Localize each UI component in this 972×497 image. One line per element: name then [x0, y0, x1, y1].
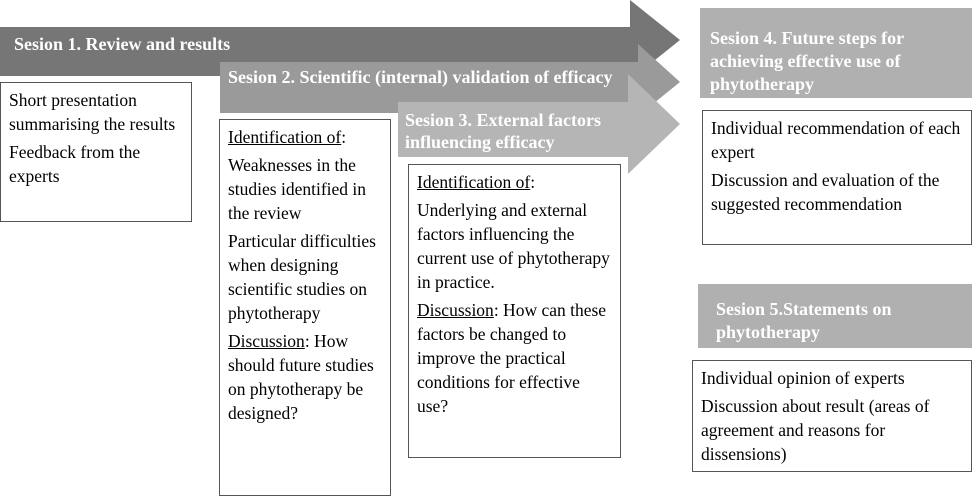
session3-discussion-text: : How can these factors be changed to improve the practical conditions for effective use?: [417, 300, 607, 416]
session2-item-2: Particular difficulties when designing scientific studies on phytotherapy: [228, 231, 376, 323]
session3-discussion-label: Discussion: [417, 300, 494, 320]
session5-item-2: Discussion about result (areas of agreement and reasons for dissensions): [701, 396, 930, 464]
session3-box: [408, 164, 621, 458]
session2-box: [219, 119, 391, 496]
session2-identification-suffix: :: [341, 127, 347, 147]
session3-title: Sesion 3. External factors influencing efficacy: [405, 110, 601, 152]
session5-item-1: Individual opinion of experts: [701, 368, 905, 388]
session2-identification: [228, 125, 382, 149]
session1-box: [0, 82, 192, 222]
session2-discussion-label: Discussion: [228, 331, 305, 351]
session4-item-2: Discussion and evaluation of the suggested recommendation: [711, 170, 940, 214]
session2-discussion: [228, 329, 382, 425]
session4-box: [702, 110, 972, 245]
session2-identification-label: Identification of: [228, 127, 342, 147]
session5-box: [692, 360, 972, 472]
session1-title: Sesion 1. Review and results: [14, 34, 231, 54]
session4-title: Sesion 4. Future steps for achieving effective use of phytotherapy: [710, 28, 904, 94]
session3-identification: [417, 170, 612, 194]
session3-discussion: [417, 298, 612, 418]
session1-item-2: Feedback from the experts: [9, 142, 141, 186]
session3-identification-label: Identification of: [417, 172, 531, 192]
session2-discussion-text: : How should future studies on phytotherapy be designed?: [228, 331, 374, 423]
session3-identification-suffix: :: [530, 172, 536, 192]
session5-title: Sesion 5.Statements on phytotherapy: [716, 299, 892, 342]
session4-item-1: Individual recommendation of each expert: [711, 118, 961, 162]
session1-item-1: Short presentation summarising the results: [9, 90, 176, 134]
session3-item-1: Underlying and external factors influencing the current use of phytotherapy in practice.: [417, 200, 610, 292]
session2-item-1: Weaknesses in the studies identified in the review: [228, 155, 367, 223]
session2-title: Sesion 2. Scientific (internal) validation of efficacy: [228, 67, 613, 87]
